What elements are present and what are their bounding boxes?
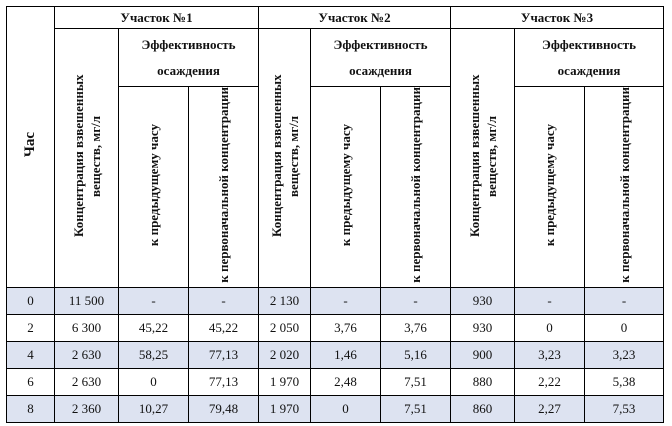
section-3-initial-header: к первоначальной концентрации xyxy=(616,87,632,283)
table-cell-i2: 7,51 xyxy=(381,368,451,395)
table-cell-c3: 930 xyxy=(451,314,515,341)
section-1-efficiency-header xyxy=(119,29,259,87)
table-cell-i3: 7,53 xyxy=(585,395,664,422)
table-cell-p2: 1,46 xyxy=(311,341,381,368)
table-body xyxy=(7,287,664,422)
table-row xyxy=(7,287,664,314)
table-cell-i2: - xyxy=(381,287,451,314)
table-cell-p3: - xyxy=(515,287,585,314)
table-cell-c3: 930 xyxy=(451,287,515,314)
section-1-concentration-header: Концентрация взвешенных веществ, мг/л xyxy=(70,74,103,238)
table-cell-p3: 3,23 xyxy=(515,341,585,368)
table-cell-c2: 2 020 xyxy=(259,341,311,368)
hour-header-cell xyxy=(7,7,55,288)
table-cell-i2: 5,16 xyxy=(381,341,451,368)
table-cell-p3: 0 xyxy=(515,314,585,341)
efficiency-label-line1: Эффективность xyxy=(141,36,236,52)
section-3-concentration-header-cell xyxy=(451,29,515,288)
table-row xyxy=(7,314,664,341)
table-cell-i2: 7,51 xyxy=(381,395,451,422)
table-cell-p3: 2,27 xyxy=(515,395,585,422)
section-2-initial-header: к первоначальной концентрации xyxy=(408,87,423,283)
section-3-prev-hour-header-cell xyxy=(515,87,585,288)
table-cell-c2: 1 970 xyxy=(259,368,311,395)
table-cell-hour: 2 xyxy=(7,314,55,341)
section-2-prev-hour-header-cell xyxy=(311,87,381,288)
section-2-efficiency-header xyxy=(311,29,451,87)
efficiency-label-line2: осаждения xyxy=(157,62,220,78)
section-1-initial-header: к первоначальной концентрации xyxy=(216,87,231,283)
table-cell-c3: 860 xyxy=(451,395,515,422)
table-cell-i3: 3,23 xyxy=(585,341,664,368)
section-2-concentration-header-cell xyxy=(259,29,311,288)
table-row xyxy=(7,341,664,368)
table-cell-hour: 0 xyxy=(7,287,55,314)
section-2-prev-hour-header: к предыдущему часу xyxy=(338,123,353,246)
table-cell-p1: 10,27 xyxy=(119,395,189,422)
table-cell-i3: 0 xyxy=(585,314,664,341)
table-cell-c2: 1 970 xyxy=(259,395,311,422)
table-cell-p1: 58,25 xyxy=(119,341,189,368)
table-cell-c2: 2 050 xyxy=(259,314,311,341)
table-cell-i1: 45,22 xyxy=(189,314,259,341)
table-cell-c3: 880 xyxy=(451,368,515,395)
table-cell-c1: 11 500 xyxy=(55,287,119,314)
table-cell-c2: 2 130 xyxy=(259,287,311,314)
table-cell-c3: 900 xyxy=(451,341,515,368)
table-cell-c1: 2 630 xyxy=(55,368,119,395)
section-3-prev-hour-header: к предыдущему часу xyxy=(542,123,557,246)
sedimentation-table xyxy=(6,6,664,423)
section-3-concentration-header: Концентрация взвешенных веществ, мг/л xyxy=(466,74,499,238)
efficiency-label-line1: Эффективность xyxy=(542,36,636,52)
section-3-initial-header-cell xyxy=(585,87,664,288)
section-1-concentration-header-cell xyxy=(55,29,119,288)
table-cell-p2: 2,48 xyxy=(311,368,381,395)
efficiency-label-line2: осаждения xyxy=(557,62,621,78)
efficiency-label-line1: Эффективность xyxy=(333,36,428,52)
table-cell-p1: - xyxy=(119,287,189,314)
section-1-title: Участок №1 xyxy=(55,7,259,29)
table-container xyxy=(6,6,664,423)
table-row xyxy=(7,395,664,422)
table-cell-p1: 0 xyxy=(119,368,189,395)
table-cell-c1: 6 300 xyxy=(55,314,119,341)
hour-header: Час xyxy=(22,132,38,158)
table-cell-i1: 77,13 xyxy=(189,341,259,368)
section-2-title: Участок №2 xyxy=(259,7,451,29)
table-row xyxy=(7,368,664,395)
section-1-prev-hour-header-cell xyxy=(119,87,189,288)
table-cell-p2: 3,76 xyxy=(311,314,381,341)
table-cell-p3: 2,22 xyxy=(515,368,585,395)
table-cell-p2: 0 xyxy=(311,395,381,422)
section-3-efficiency-header xyxy=(515,29,664,87)
section-1-initial-header-cell xyxy=(189,87,259,288)
table-cell-i3: - xyxy=(585,287,664,314)
section-2-concentration-header: Концентрация взвешенных веществ, мг/л xyxy=(268,74,301,238)
section-3-title: Участок №3 xyxy=(451,7,664,29)
table-cell-p2: - xyxy=(311,287,381,314)
section-2-initial-header-cell xyxy=(381,87,451,288)
table-cell-c1: 2 630 xyxy=(55,341,119,368)
table-cell-hour: 4 xyxy=(7,341,55,368)
table-cell-i1: 79,48 xyxy=(189,395,259,422)
table-cell-hour: 6 xyxy=(7,368,55,395)
table-cell-i2: 3,76 xyxy=(381,314,451,341)
table-cell-i1: 77,13 xyxy=(189,368,259,395)
section-1-prev-hour-header: к предыдущему часу xyxy=(146,123,161,246)
efficiency-label-line2: осаждения xyxy=(349,62,412,78)
table-cell-p1: 45,22 xyxy=(119,314,189,341)
table-cell-i1: - xyxy=(189,287,259,314)
table-cell-hour: 8 xyxy=(7,395,55,422)
table-cell-c1: 2 360 xyxy=(55,395,119,422)
table-cell-i3: 5,38 xyxy=(585,368,664,395)
